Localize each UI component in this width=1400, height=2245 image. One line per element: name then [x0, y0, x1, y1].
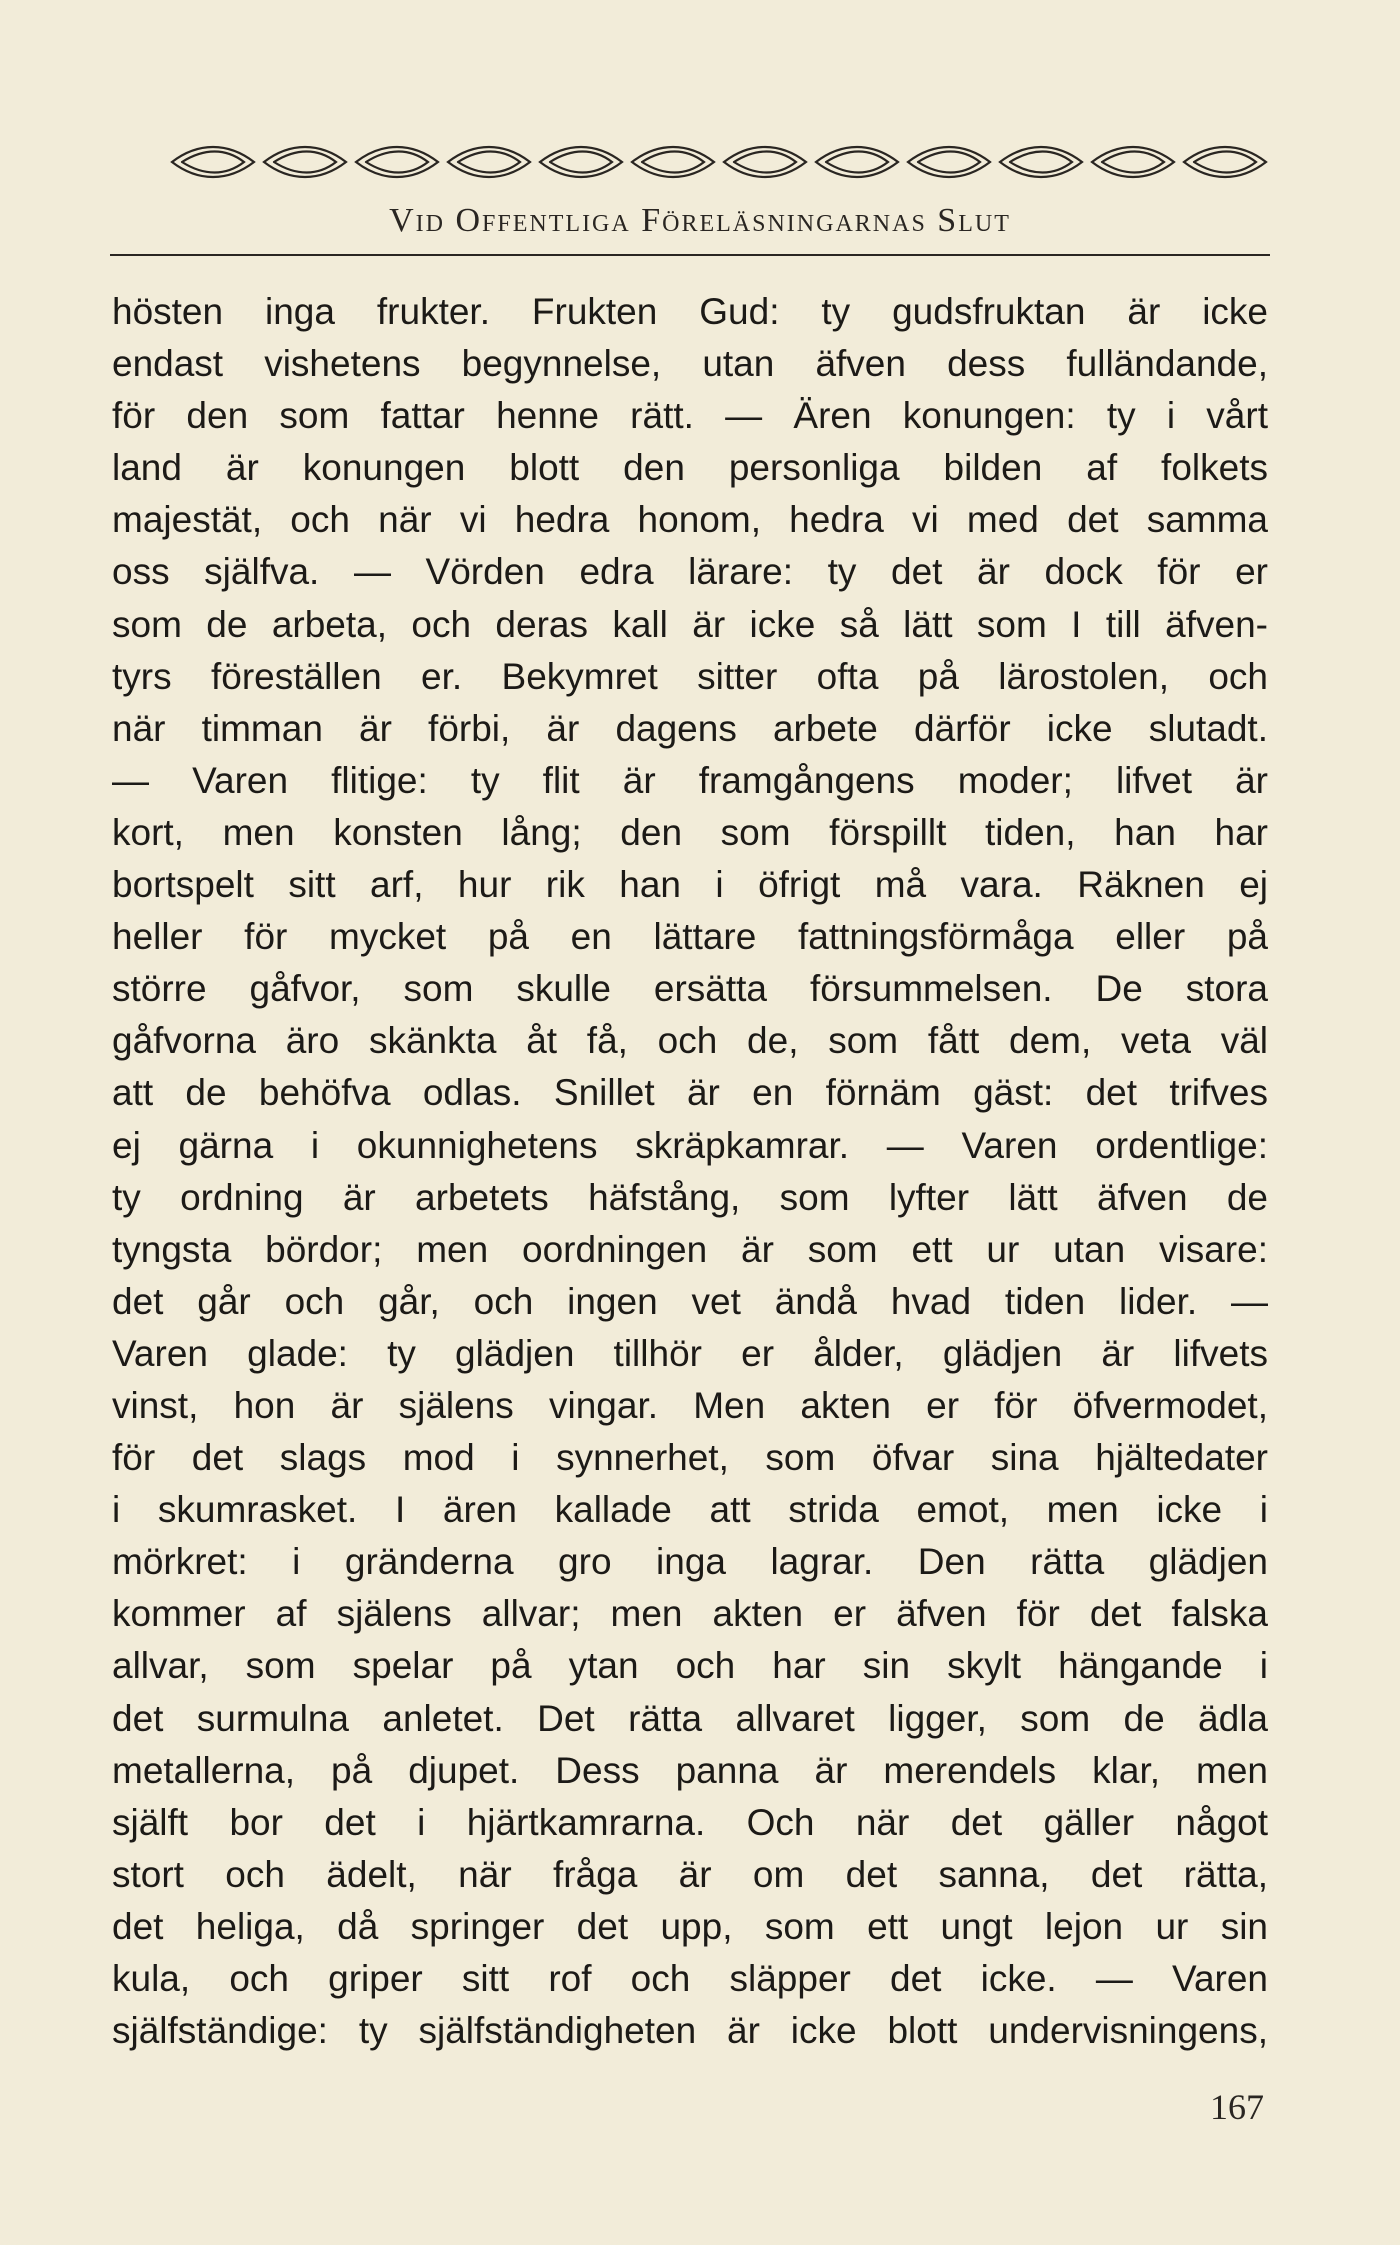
text-line: själft bor det i hjärtkamrarna. Och när det gäller något [112, 1801, 1268, 1843]
text-line: att de behöfva odlas. Snillet är en förnäm gäst: det trifves [112, 1072, 1268, 1114]
text-line: allvar, som spelar på ytan och har sin skylt hängande i [112, 1645, 1268, 1687]
text-line: det heliga, då springer det upp, som ett ungt lejon ur sin [112, 1905, 1268, 1947]
text-line: i skumrasket. I ären kallade att strida emot, men icke i [112, 1489, 1268, 1531]
text-line: tyngsta bördor; men oordningen är som ett ur utan visare: [112, 1228, 1268, 1270]
text-line: det går och går, och ingen vet ändå hvad tiden lider. — [112, 1280, 1268, 1322]
text-line: ty ordning är arbetets häfstång, som lyfter lätt äfven de [112, 1176, 1268, 1218]
text-line: vinst, hon är själens vingar. Men akten er för öfvermodet, [112, 1384, 1268, 1426]
text-line: mörkret: i gränderna gro inga lagrar. Den rätta glädjen [112, 1541, 1268, 1583]
text-line: ej gärna i okunnighetens skräpkamrar. — Varen ordentlige: [112, 1124, 1268, 1166]
text-line: kula, och griper sitt rof och släpper det icke. — Varen [112, 1958, 1268, 1999]
text-line: land är konungen blott den personliga bilden af folkets [112, 447, 1268, 489]
page-number: 167 [1210, 2087, 1264, 2127]
text-line: endast vishetens begynnelse, utan äfven dess fulländande, [112, 343, 1268, 385]
body-text-block [112, 286, 1268, 2057]
text-line: kommer af själens allvar; men akten er äfven för det falska [112, 1593, 1268, 1635]
text-line: det surmulna anletet. Det rätta allvaret ligger, som de ädla [112, 1697, 1268, 1739]
text-line: stort och ädelt, när fråga är om det sanna, det rätta, [112, 1853, 1268, 1895]
text-line: metallerna, på djupet. Dess panna är merendels klar, men [112, 1749, 1268, 1791]
decorative-ornament-band [168, 138, 1272, 186]
text-line: heller för mycket på en lättare fattningsförmåga eller på [112, 916, 1268, 958]
text-line: hösten inga frukter. Frukten Gud: ty gudsfruktan är icke [112, 291, 1268, 332]
text-line: gåfvorna äro skänkta åt få, och de, som fått dem, veta väl [112, 1020, 1268, 1062]
text-line: tyrs föreställen er. Bekymret sitter ofta på lärostolen, och [112, 655, 1268, 697]
running-head-title: Vid Offentliga Föreläsningarnas Slut [389, 202, 1011, 239]
text-line: själfständige: ty själfständigheten är icke blott undervisningens, [112, 2010, 1268, 2052]
header-divider-rule [110, 254, 1270, 256]
text-line: oss själfva. — Vörden edra lärare: ty det är dock för er [112, 551, 1268, 593]
text-line: för den som fattar henne rätt. — Ären konungen: ty i vårt [112, 395, 1268, 437]
text-line: Varen glade: ty glädjen tillhör er ålder, glädjen är lifvets [112, 1332, 1268, 1374]
text-line: när timman är förbi, är dagens arbete därför icke slutadt. [112, 707, 1268, 749]
text-line: större gåfvor, som skulle ersätta försummelsen. De stora [112, 968, 1268, 1010]
text-line: bortspelt sitt arf, hur rik han i öfrigt må vara. Räknen ej [112, 864, 1268, 906]
text-line: majestät, och när vi hedra honom, hedra vi med det samma [112, 499, 1268, 541]
text-line: för det slags mod i synnerhet, som öfvar sina hjältedater [112, 1437, 1268, 1479]
text-line: — Varen flitige: ty flit är framgångens moder; lifvet är [112, 759, 1268, 801]
text-line: som de arbeta, och deras kall är icke så lätt som I till äfven- [112, 603, 1268, 645]
text-line: kort, men konsten lång; den som förspillt tiden, han har [112, 811, 1268, 853]
